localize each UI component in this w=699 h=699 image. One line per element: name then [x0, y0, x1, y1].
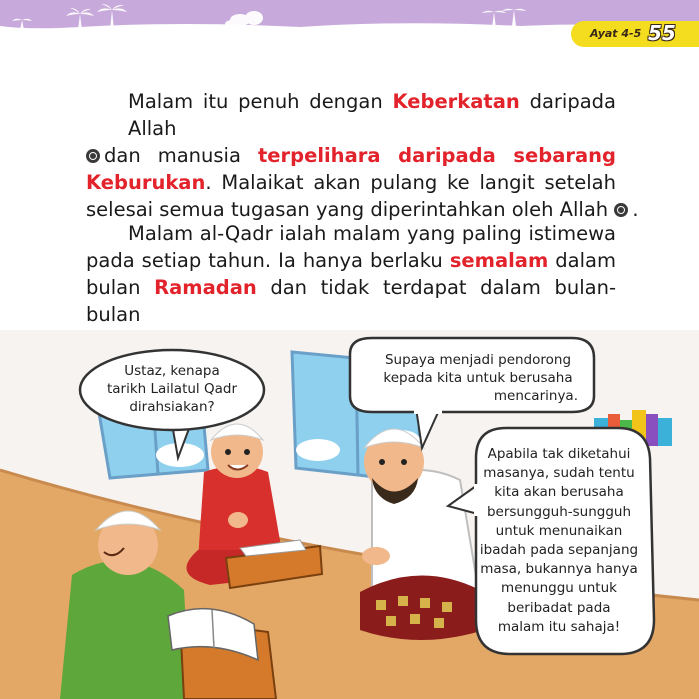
paragraph-1-line-3: Keburukan. Malaikat akan pulang ke langit setelah — [86, 171, 616, 194]
paragraph-2-line-1: Malam al-Qadr ialah malam yang paling istimewa — [128, 222, 616, 245]
bubble-ustaz-side-text: Apabila tak diketahui masanya, sudah tentu kita akan berusaha bersungguh-sungguh untuk menunaikan ibadah pada sepanjang masa, bukannya hanya menunggu untuk beribadat pada malam itu sahaja! — [479, 446, 639, 635]
paragraph-1 — [86, 88, 639, 223]
bubble-boy-text: Ustaz, kenapa tarikh Lailatul Qadr dirahsiakan? — [106, 363, 237, 415]
ayat-label: Ayat 4-5 — [590, 27, 642, 40]
paragraph-2-line-3: bulan Ramadan dan tidak terdapat dalam bulan-bulan — [86, 276, 616, 326]
paragraph-1-line-2: dan manusia terpelihara daripada sebarang — [86, 142, 616, 169]
bubble-ustaz-top-text: Supaya menjadi pendorong kepada kita untuk berusaha mencarinya. — [383, 352, 578, 404]
page-number: 55 — [648, 21, 676, 45]
arabic-honorific-icon — [86, 149, 100, 163]
paragraph-1-line-1: Malam itu penuh dengan Keberkatan daripada Allah — [128, 90, 616, 140]
paragraph-1-line-4: selesai semua tugasan yang diperintahkan oleh Allah . — [86, 198, 639, 221]
paragraph-2-line-2: pada setiap tahun. Ia hanya berlaku semalam dalam — [86, 249, 616, 272]
arabic-honorific-icon — [614, 203, 628, 217]
